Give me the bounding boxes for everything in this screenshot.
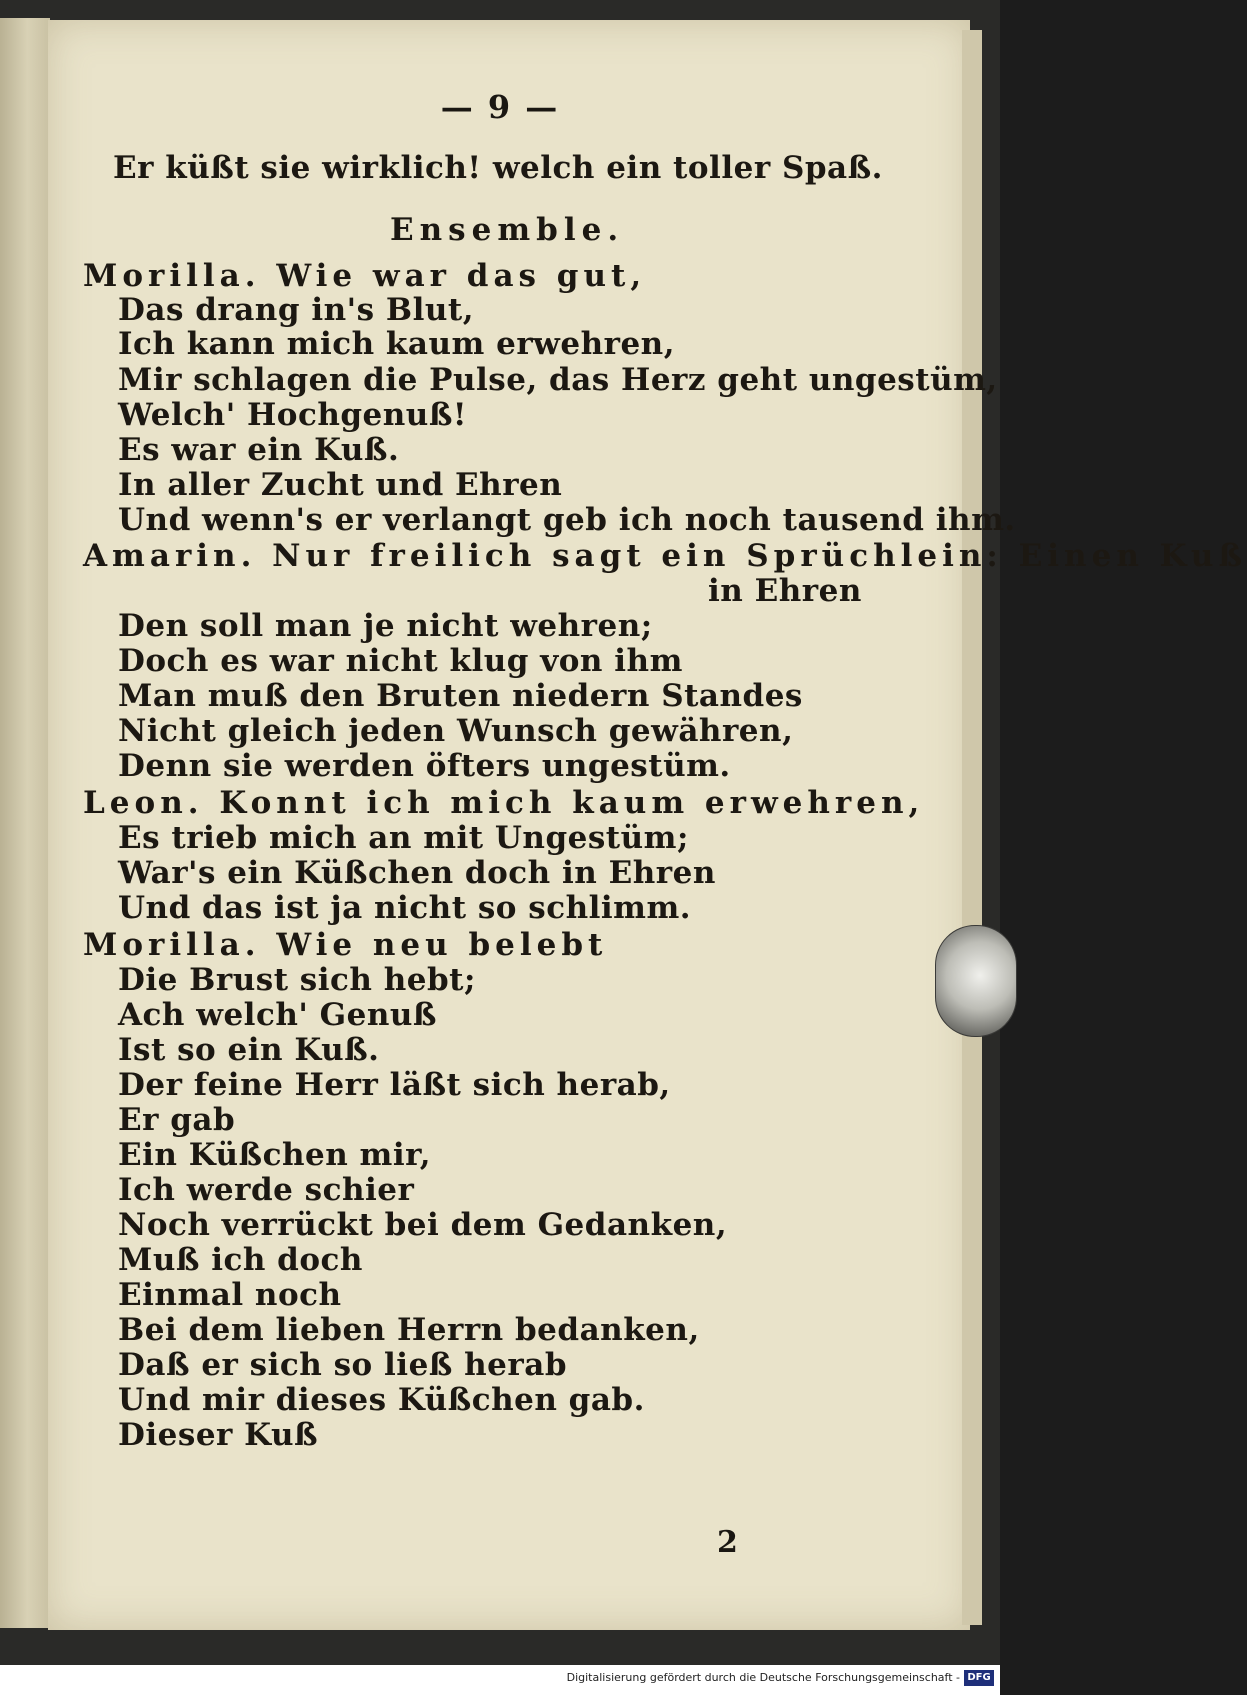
text-line: Und mir dieses Küßchen gab. — [118, 1382, 645, 1418]
text-line: Ich werde schier — [118, 1172, 415, 1208]
text-line: Es war ein Kuß. — [118, 432, 400, 468]
text-line: Welch' Hochgenuß! — [118, 397, 468, 433]
text-line: Er küßt sie wirklich! welch ein toller Spaß. — [113, 150, 883, 186]
text-line: Man muß den Bruten niedern Standes — [118, 678, 803, 714]
text-line: Ich kann mich kaum erwehren, — [118, 326, 676, 362]
text-line: Denn sie werden öfters ungestüm. — [118, 748, 731, 784]
text-line: Das drang in's Blut, — [118, 292, 474, 328]
section-heading: Ensemble. — [390, 212, 625, 248]
dfg-logo: DFG — [964, 1670, 994, 1686]
text-line: War's ein Küßchen doch in Ehren — [118, 855, 716, 891]
text-line: Ist so ein Kuß. — [118, 1032, 380, 1068]
left-page-edge — [0, 18, 50, 1628]
text-line: Mir schlagen die Pulse, das Herz geht ungestüm, — [118, 362, 998, 398]
scanner-clamp — [935, 925, 1017, 1037]
text-line: Es trieb mich an mit Ungestüm; — [118, 820, 689, 856]
text-line: In aller Zucht und Ehren — [118, 467, 563, 503]
text-line: Der feine Herr läßt sich herab, — [118, 1067, 671, 1103]
page-right-edge — [962, 30, 982, 1625]
text-line: Und das ist ja nicht so schlimm. — [118, 890, 692, 926]
text-line: Doch es war nicht klug von ihm — [118, 643, 683, 679]
text-line: in Ehren — [708, 573, 862, 609]
signature-mark: 2 — [717, 1525, 738, 1560]
text-line: Einmal noch — [118, 1277, 342, 1313]
text-line: Und wenn's er verlangt geb ich noch tausend ihm. — [118, 502, 1016, 538]
footer-bar — [0, 1665, 1000, 1695]
text-line: Noch verrückt bei dem Gedanken, — [118, 1207, 728, 1243]
text-line: Er gab — [118, 1102, 236, 1138]
speaker-line: Leon. Konnt ich mich kaum erwehren, — [83, 785, 925, 821]
text-line: Nicht gleich jeden Wunsch gewähren, — [118, 713, 794, 749]
text-line: Dieser Kuß — [118, 1417, 319, 1453]
text-line: Ein Küßchen mir, — [118, 1137, 432, 1173]
text-line: Bei dem lieben Herrn bedanken, — [118, 1312, 700, 1348]
text-line: Den soll man je nicht wehren; — [118, 608, 653, 644]
funding-credit: Digitalisierung gefördert durch die Deutsche Forschungsgemeinschaft - — [566, 1671, 960, 1684]
page-number: — 9 — — [440, 88, 560, 126]
text-line: Daß er sich so ließ herab — [118, 1347, 567, 1383]
text-line: Muß ich doch — [118, 1242, 363, 1278]
speaker-line: Morilla. Wie war das gut, — [83, 258, 647, 294]
text-line: Die Brust sich hebt; — [118, 962, 476, 998]
text-line: Ach welch' Genuß — [118, 997, 437, 1033]
speaker-line: Morilla. Wie neu belebt — [83, 927, 608, 963]
speaker-line: Amarin. Nur freilich sagt ein Sprüchlein: Einen Kuß — [83, 538, 1247, 574]
